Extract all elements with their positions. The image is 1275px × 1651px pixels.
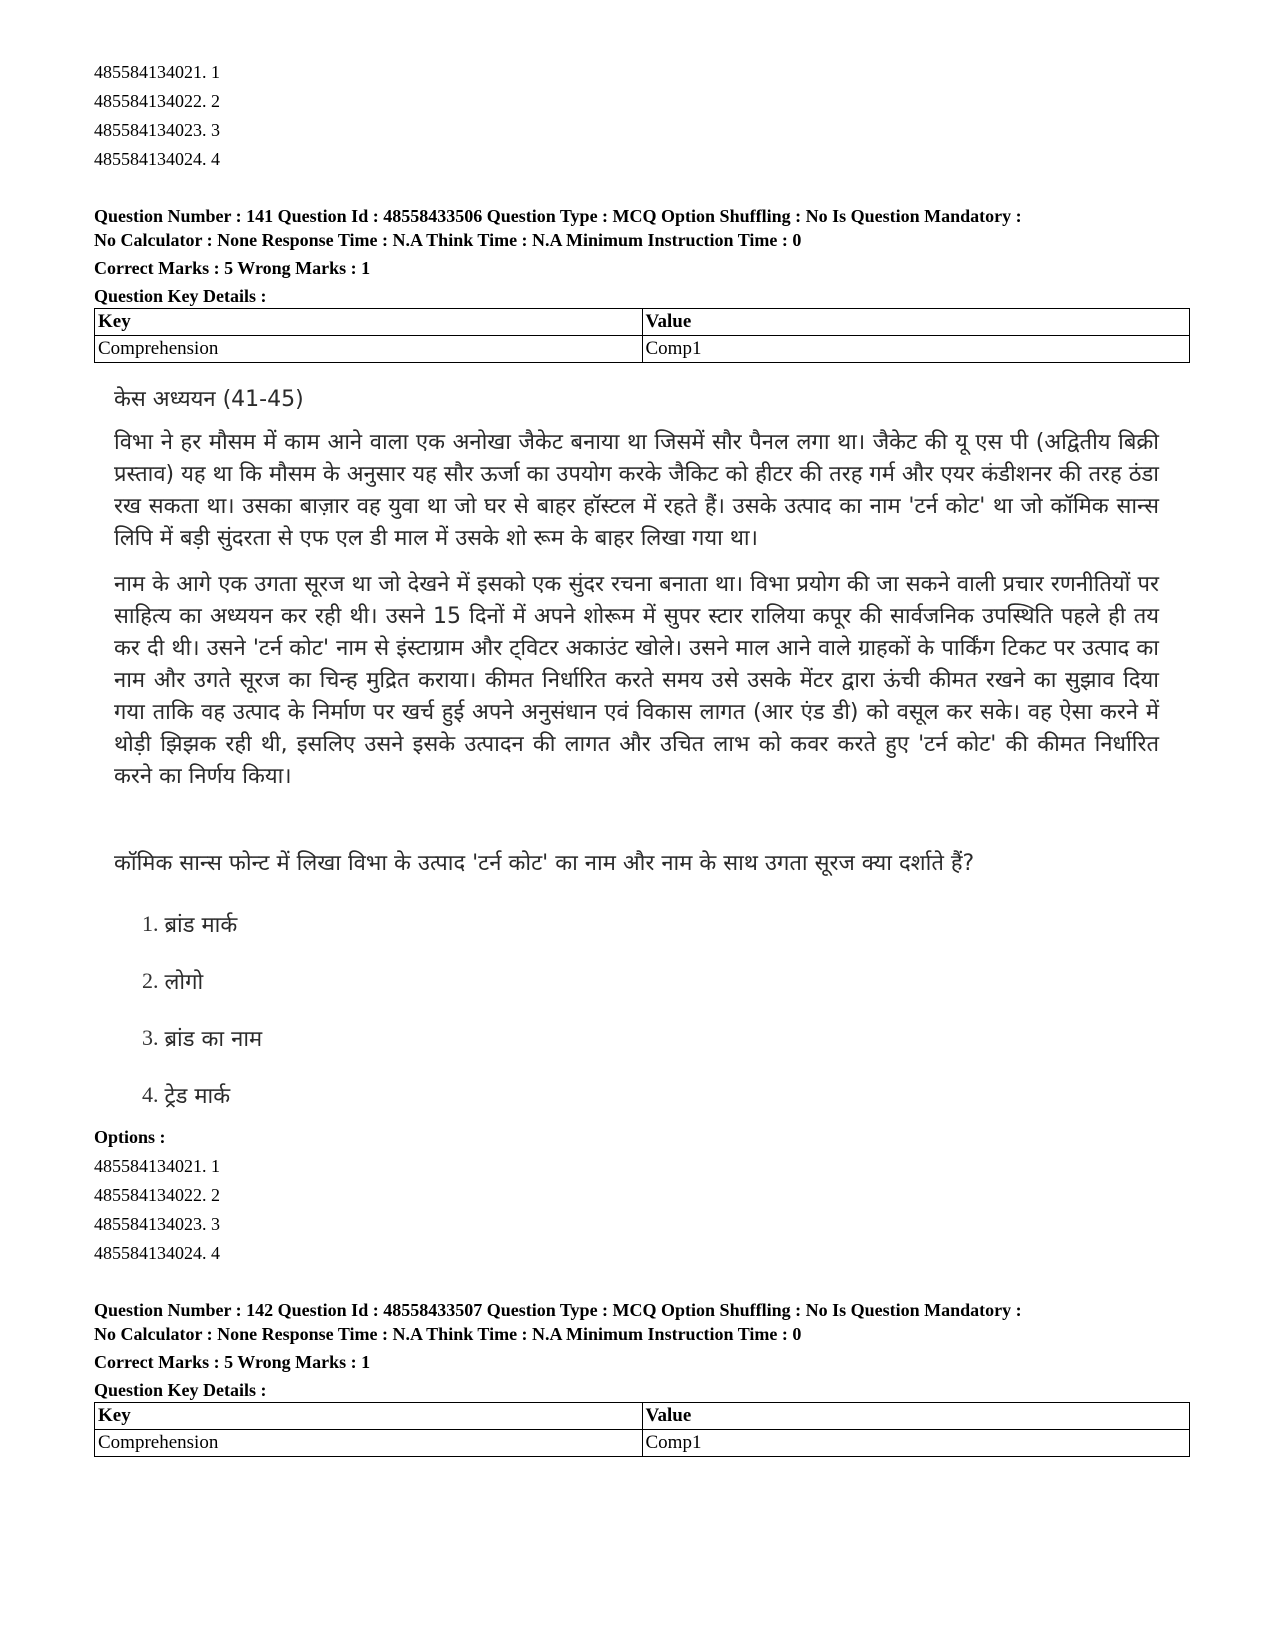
table-header-row — [95, 1403, 1190, 1430]
answer-choice — [142, 895, 1190, 952]
option-line: 485584134024. 4 — [94, 1243, 220, 1263]
options-label: Options : — [94, 1127, 166, 1147]
choice-number: 3. — [142, 1024, 159, 1050]
table-header-key: Key — [95, 309, 643, 336]
choice-text: लोगो — [164, 969, 204, 995]
table-header-value: Value — [642, 309, 1190, 336]
question-meta-line-1: Question Number : 141 Question Id : 48558433506 Question Type : MCQ Option Shuffling : No Is Question Mandatory : — [94, 206, 1022, 226]
table-cell-value: Comp1 — [642, 1430, 1190, 1457]
question-142-block — [94, 1298, 1190, 1457]
choice-number: 4. — [142, 1081, 159, 1107]
choice-text: ब्रांड मार्क — [164, 912, 238, 938]
case-paragraph-2: नाम के आगे एक उगता सूरज था जो देखने में इसको एक सुंदर रचना बनाता था। विभा प्रयोग की जा सकने वाली प्रचार रणनीतियों पर साहित्य का अध्ययन कर रही थी। उसने 15 दिनों में अपने शोरूम में सुपर स्टार रालिया कपूर की सार्वजनिक उपस्थिति पहले ही तय कर दी थी। उसने 'टर्न कोट' नाम से इंस्टाग्राम और ट्विटर अकाउंट खोले। उसने माल आने वाले ग्राहकों के पार्किंग टिकट पर उत्पाद का नाम और उगते सूरज का चिन्ह मुद्रित कराया। कीमत निर्धारित करते समय उसे उसके मेंटर द्वारा ऊंची कीमत रखने का सुझाव दिया गया ताकि वह उत्पाद के निर्माण पर खर्च हुई अपने अनुसंधान एवं विकास लागत (आर एंड डी) को वसूल कर सके। वह ऐसा करने में थोड़ी झिझक रही थी, इसलिए उसने इसके उत्पादन की लागत और उचित लाभ को कवर करते हुए 'टर्न कोट' की कीमत निर्धारित करने का निर्णय किया। — [114, 572, 1159, 789]
question-text: कॉमिक सान्स फोन्ट में लिखा विभा के उत्पाद 'टर्न कोट' का नाम और नाम के साथ उगता सूरज क्या दर्शाते हैं? — [114, 851, 975, 876]
choice-text: ट्रेड मार्क — [164, 1083, 231, 1109]
key-details-table — [94, 1402, 1190, 1457]
option-line: 485584134024. 4 — [94, 149, 220, 169]
table-row — [95, 1430, 1190, 1457]
case-paragraph-1: विभा ने हर मौसम में काम आने वाला एक अनोखा जैकेट बनाया था जिसमें सौर पैनल लगा था। जैकेट की यू एस पी (अद्वितीय बिक्री प्रस्ताव) यह था कि मौसम के अनुसार यह सौर ऊर्जा का उपयोग करके जैकिट को हीटर की तरह गर्म और एयर कंडीशनर की तरह ठंडा रख सकता था। उसका बाज़ार वह युवा था जो घर से बाहर हॉस्टल में रहते हैं। उसके उत्पाद का नाम 'टर्न कोट' था जो कॉमिक सान्स लिपि में बड़ी सुंदरता से एफ एल डी माल में उसके शो रूम के बाहर लिखा गया था। — [114, 430, 1159, 551]
option-line: 485584134023. 3 — [94, 120, 220, 140]
document-page — [94, 58, 1190, 1457]
key-details-label: Question Key Details : — [94, 1380, 267, 1400]
option-line: 485584134023. 3 — [94, 1214, 220, 1234]
table-cell-key: Comprehension — [95, 1430, 643, 1457]
answer-choice — [142, 1066, 1190, 1123]
table-row — [95, 336, 1190, 363]
top-options-list — [94, 58, 1190, 174]
case-study-title: केस अध्ययन (41-45) — [114, 387, 304, 412]
marks-line: Correct Marks : 5 Wrong Marks : 1 — [94, 1352, 371, 1372]
question-meta-line-2: No Calculator : None Response Time : N.A Think Time : N.A Minimum Instruction Time : 0 — [94, 1324, 802, 1344]
table-header-key: Key — [95, 1403, 643, 1430]
answer-choice — [142, 952, 1190, 1009]
table-header-value: Value — [642, 1403, 1190, 1430]
key-details-table — [94, 308, 1190, 363]
answer-choices — [142, 895, 1190, 1123]
option-line: 485584134021. 1 — [94, 1156, 220, 1176]
question-meta-line-1: Question Number : 142 Question Id : 48558433507 Question Type : MCQ Option Shuffling : No Is Question Mandatory : — [94, 1300, 1022, 1320]
choice-number: 1. — [142, 910, 159, 936]
option-line: 485584134021. 1 — [94, 62, 220, 82]
choice-number: 2. — [142, 967, 159, 993]
choice-text: ब्रांड का नाम — [164, 1026, 263, 1052]
answer-choice — [142, 1009, 1190, 1066]
question-meta-line-2: No Calculator : None Response Time : N.A Think Time : N.A Minimum Instruction Time : 0 — [94, 230, 802, 250]
option-line: 485584134022. 2 — [94, 91, 220, 111]
question-141-block — [94, 204, 1190, 1268]
marks-line: Correct Marks : 5 Wrong Marks : 1 — [94, 258, 371, 278]
table-header-row — [95, 309, 1190, 336]
table-cell-key: Comprehension — [95, 336, 643, 363]
option-line: 485584134022. 2 — [94, 1185, 220, 1205]
key-details-label: Question Key Details : — [94, 286, 267, 306]
table-cell-value: Comp1 — [642, 336, 1190, 363]
